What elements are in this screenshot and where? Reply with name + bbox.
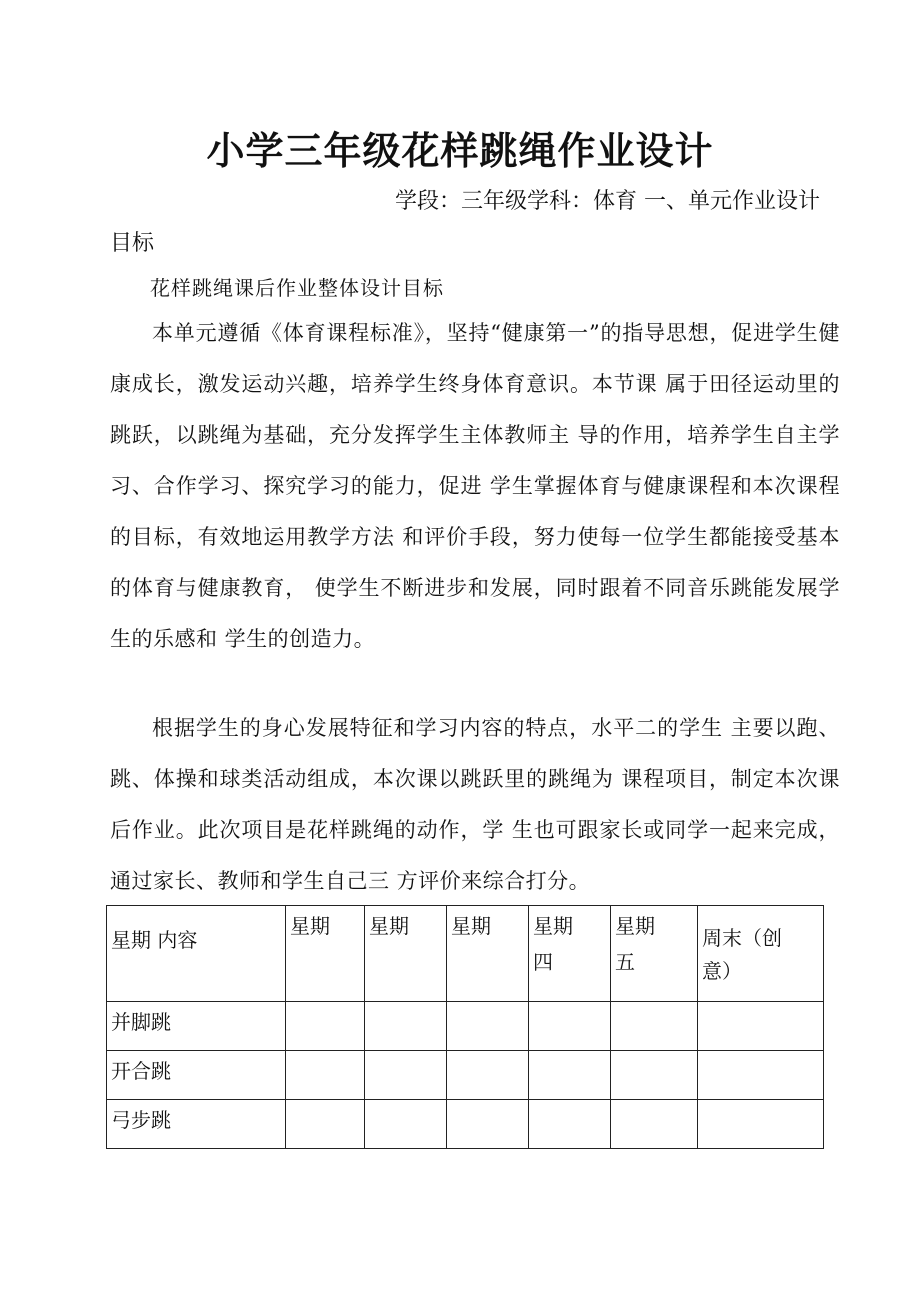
day-label: 星期 (369, 914, 409, 938)
table-row (107, 1100, 824, 1149)
header-cell-day (447, 906, 529, 1002)
table-cell (529, 1051, 611, 1100)
table-row (107, 1051, 824, 1100)
day-label: 周末（创 (702, 926, 782, 950)
header-cell-day (365, 906, 447, 1002)
day-label-2: 意） (702, 959, 742, 983)
table-cell (698, 1002, 824, 1051)
header-cell-weekend (698, 906, 824, 1002)
table-cell (286, 1051, 365, 1100)
day-label: 星期 (533, 914, 573, 938)
table-header-row (107, 906, 824, 1002)
day-label: 星期 (290, 914, 330, 938)
table-cell (365, 1002, 447, 1051)
table-cell (611, 1100, 698, 1149)
subtitle-line: 学段：三年级学科：体育 一、单元作业设计 (395, 189, 820, 214)
header-cell-day (611, 906, 698, 1002)
table-cell (447, 1100, 529, 1149)
table-row (107, 1002, 824, 1051)
paragraph-1: 本单元遵循《体育课程标准》，坚持“健康第一”的指导思想，促进学生健康成长，激发运动兴趣，培养学生终身体育意识。本节课 属于田径运动里的跳跃，以跳绳为基础，充分发挥学生主体教师主 导的作用，培养学生自主学习、合作学习、探究学习的能力，促进 学生掌握体育与健康课程和本次课程的目标，有效地运用教学方法 和评价手段，努力使每一位学生都能接受基本的体育与健康教育， 使学生不断进步和发展，同时跟着不同音乐跳能发展学生的乐感和 学生的创造力。 (110, 321, 840, 651)
row-label: 开合跳 (107, 1051, 286, 1100)
row-label: 并脚跳 (107, 1002, 286, 1051)
day-label: 星期 (615, 914, 655, 938)
paragraph-2: 根据学生的身心发展特征和学习内容的特点，水平二的学生 主要以跑、跳、体操和球类活动组成，本次课以跳跃里的跳绳为 课程项目，制定本次课后作业。此次项目是花样跳绳的动作，学 生也可跟家长或同学一起来完成，通过家长、教师和学生自己三 方评价来综合打分。 (110, 716, 840, 893)
table-cell (447, 1051, 529, 1100)
schedule-table (106, 905, 824, 1149)
table-cell (286, 1002, 365, 1051)
table-cell (529, 1100, 611, 1149)
table-cell (698, 1100, 824, 1149)
table-cell (447, 1002, 529, 1051)
table-cell (529, 1002, 611, 1051)
table-cell (611, 1002, 698, 1051)
day-label: 星期 (451, 914, 491, 938)
subtitle-wrap: 目标 (110, 231, 155, 256)
header-cell-content: 星期 内容 (107, 906, 286, 1002)
table-cell (698, 1051, 824, 1100)
page-title: 小学三年级花样跳绳作业设计 (206, 129, 714, 173)
header-cell-day (286, 906, 365, 1002)
header-cell-day (529, 906, 611, 1002)
goal-heading: 花样跳绳课后作业整体设计目标 (150, 276, 444, 300)
table-cell (286, 1100, 365, 1149)
table-cell (365, 1100, 447, 1149)
day-label-2: 四 (533, 950, 553, 974)
row-label: 弓步跳 (107, 1100, 286, 1149)
table-cell (611, 1051, 698, 1100)
table-cell (365, 1051, 447, 1100)
day-label-2: 五 (615, 950, 635, 974)
